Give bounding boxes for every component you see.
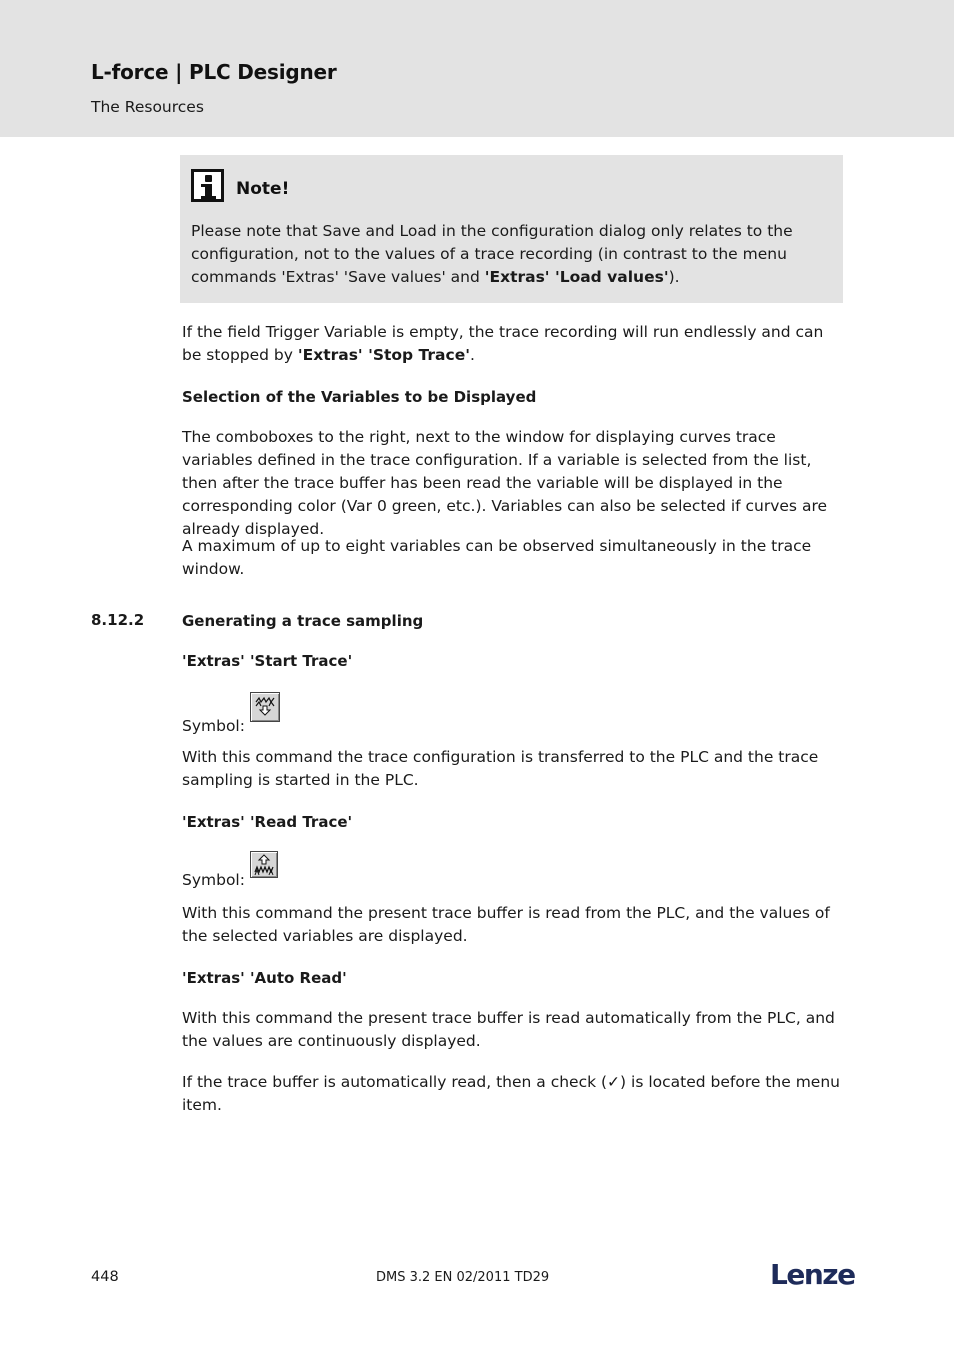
section-number: 8.12.2: [91, 611, 145, 629]
document-id: DMS 3.2 EN 02/2011 TD29: [376, 1270, 550, 1285]
maximum-paragraph: A maximum of up to eight variables can be observed simultaneously in the trace window.: [182, 537, 812, 578]
lenze-logo: Lenze: [770, 1258, 855, 1291]
auto-read-text: With this command the present trace buffer is read automatically from the PLC, and the values are continuously displayed.: [182, 1009, 835, 1050]
read-trace-symbol-line: [182, 851, 842, 892]
chapter-subtitle: The Resources: [91, 98, 204, 116]
read-trace-heading: 'Extras' 'Read Trace': [182, 813, 353, 831]
note-label: Note!: [236, 179, 290, 199]
symbol-label: Symbol:: [182, 871, 245, 889]
start-trace-symbol-line: [182, 692, 842, 738]
trigger-paragraph: If the field Trigger Variable is empty, the trace recording will run endlessly and can be stopped by 'Extras' 'Stop Trace'.: [182, 323, 824, 364]
combobox-paragraph: The comboboxes to the right, next to the window for displaying curves trace variables defined in the trace configuration. If a variable is selected from the list, then after the trace buffer has been read the variable will be displayed in the corresponding color (Var 0 green, etc.). Variables can also be selected if curves are already displayed.: [182, 428, 828, 538]
start-trace-icon: [250, 692, 280, 722]
section-title: Generating a trace sampling: [182, 612, 424, 630]
note-bold-command: 'Extras' 'Load values': [484, 268, 669, 286]
auto-read-check-text: If the trace buffer is automatically read, then a check (✓) is located before the menu item.: [182, 1073, 840, 1114]
read-trace-text: With this command the present trace buffer is read from the PLC, and the values of the selected variables are displayed.: [182, 904, 830, 945]
selection-heading: Selection of the Variables to be Displayed: [182, 388, 537, 406]
document-title: L-force | PLC Designer: [91, 60, 337, 84]
page-header: [0, 0, 954, 137]
stop-trace-command: 'Extras' 'Stop Trace': [297, 346, 470, 364]
start-trace-text: With this command the trace configuration is transferred to the PLC and the trace sampling is started in the PLC.: [182, 748, 819, 789]
symbol-label: Symbol:: [182, 717, 245, 735]
note-box: [180, 155, 843, 303]
read-trace-icon: [250, 851, 278, 878]
note-text: Please note that Save and Load in the configuration dialog only relates to the configuration, not to the values of a trace recording (in contrast to the menu commands 'Extras' 'Save values' and 'Extras' 'Load values').: [191, 222, 793, 286]
page-number: 448: [91, 1269, 119, 1285]
auto-read-heading: 'Extras' 'Auto Read': [182, 969, 347, 987]
info-icon: [191, 169, 224, 202]
start-trace-heading: 'Extras' 'Start Trace': [182, 652, 353, 670]
